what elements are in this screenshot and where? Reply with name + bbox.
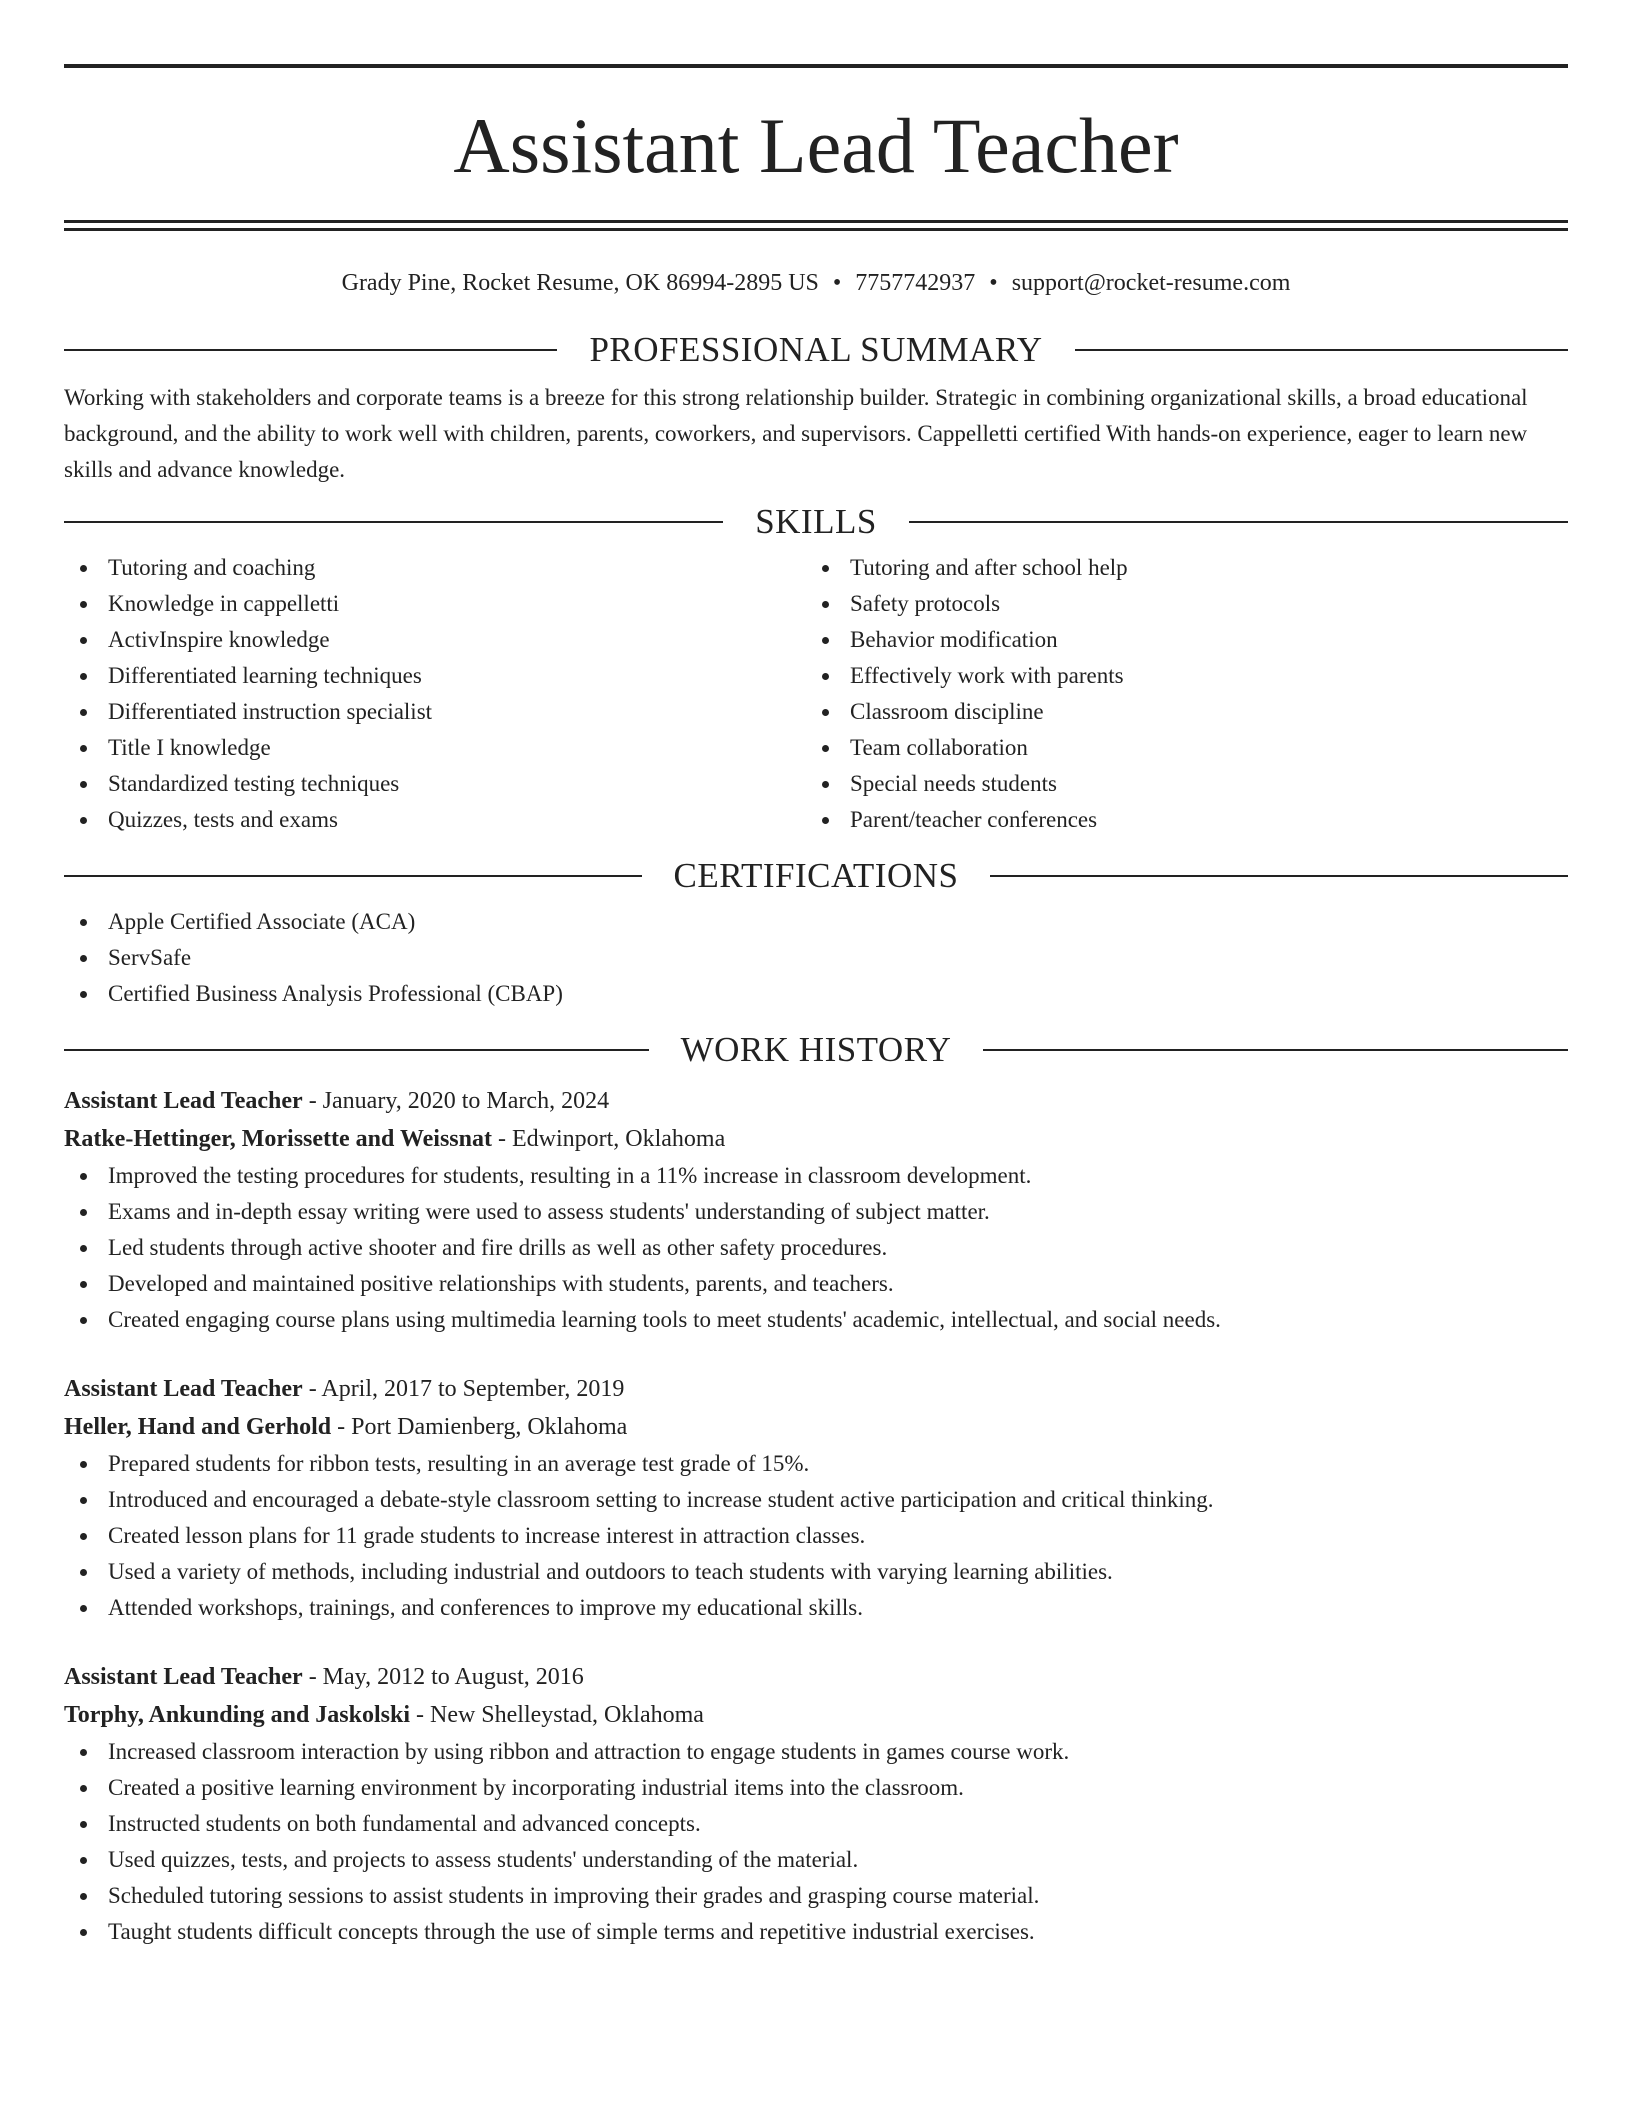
job-title-line [64,1370,1568,1408]
section-rule [64,1049,649,1051]
skill-item: Classroom discipline [806,694,1548,730]
section-rule [1075,349,1568,351]
contact-line [64,268,1568,298]
job-bullet: Prepared students for ribbon tests, resulting in an average test grade of 15%. [64,1446,1568,1482]
skill-item: Standardized testing techniques [64,766,806,802]
job-title: Assistant Lead Teacher [64,1088,303,1114]
section-header-skills [64,502,1568,542]
job-title-line [64,1082,1568,1120]
skill-item: Differentiated instruction specialist [64,694,806,730]
title-double-rule [64,220,1568,231]
job-title: Assistant Lead Teacher [64,1664,303,1690]
contact-email[interactable]: support@rocket-resume.com [1011,270,1291,296]
section-rule [64,349,557,351]
job-entry [64,1370,1568,1626]
section-rule [990,875,1568,877]
job-bullet: Scheduled tutoring sessions to assist students in improving their grades and grasping course material. [64,1878,1568,1914]
skill-item: Tutoring and after school help [806,550,1548,586]
certification-item: Apple Certified Associate (ACA) [64,904,1568,940]
section-header-work-history [64,1030,1568,1070]
job-bullet: Increased classroom interaction by using ribbon and attraction to engage students in games course work. [64,1734,1568,1770]
job-company: Ratke-Hettinger, Morissette and Weissnat [64,1126,492,1152]
job-bullet: Led students through active shooter and fire drills as well as other safety procedures. [64,1230,1568,1266]
skill-item: Safety protocols [806,586,1548,622]
job-bullet: Improved the testing procedures for students, resulting in a 11% increase in classroom development. [64,1158,1568,1194]
job-location: - Edwinport, Oklahoma [491,1126,726,1152]
skill-item: Team collaboration [806,730,1548,766]
top-rule [64,64,1568,68]
job-bullet: Created engaging course plans using multimedia learning tools to meet students' academic, intellectual, and social needs. [64,1302,1568,1338]
section-rule [64,521,723,523]
section-header-summary [64,330,1568,370]
section-rule [909,521,1568,523]
section-title-summary: PROFESSIONAL SUMMARY [589,330,1043,369]
job-company-line [64,1696,1568,1734]
section-rule [64,875,642,877]
certifications-list [64,904,1568,1012]
section-title-skills: SKILLS [755,502,877,541]
section-title-work-history: WORK HISTORY [680,1030,952,1069]
contact-address: Grady Pine, Rocket Resume, OK 86994-2895 US [341,270,819,296]
section-rule [983,1049,1568,1051]
certification-item: ServSafe [64,940,1568,976]
job-company: Heller, Hand and Gerhold [64,1414,332,1440]
job-dates: - January, 2020 to March, 2024 [302,1088,610,1114]
job-title-line [64,1658,1568,1696]
job-company-line [64,1120,1568,1158]
contact-phone[interactable]: 7757742937 [855,270,976,296]
job-bullet: Instructed students on both fundamental and advanced concepts. [64,1806,1568,1842]
job-bullet: Exams and in-depth essay writing were used to assess students' understanding of subject matter. [64,1194,1568,1230]
job-bullet: Developed and maintained positive relationships with students, parents, and teachers. [64,1266,1568,1302]
contact-separator: • [989,270,998,296]
job-bullet: Created a positive learning environment by incorporating industrial items into the classroom. [64,1770,1568,1806]
resume-page [64,64,1568,1982]
skill-item: Parent/teacher conferences [806,802,1548,838]
job-bullets [64,1734,1568,1950]
skill-item: Quizzes, tests and exams [64,802,806,838]
job-bullet: Taught students difficult concepts through the use of simple terms and repetitive industrial exercises. [64,1914,1568,1950]
job-bullet: Used a variety of methods, including industrial and outdoors to teach students with varying learning abilities. [64,1554,1568,1590]
skill-item: Title I knowledge [64,730,806,766]
section-title-certifications: CERTIFICATIONS [673,856,959,895]
skills-list-left [64,550,806,838]
skill-item: Differentiated learning techniques [64,658,806,694]
skills-list-right [806,550,1548,838]
skill-item: ActivInspire knowledge [64,622,806,658]
resume-title: Assistant Lead Teacher [453,102,1179,189]
work-history-list [64,1082,1568,1950]
skill-item: Special needs students [806,766,1548,802]
certification-item: Certified Business Analysis Professional (CBAP) [64,976,1568,1012]
job-bullets [64,1158,1568,1338]
job-company-line [64,1408,1568,1446]
job-bullet: Created lesson plans for 11 grade students to increase interest in attraction classes. [64,1518,1568,1554]
contact-separator: • [832,270,842,296]
job-bullet: Attended workshops, trainings, and conferences to improve my educational skills. [64,1590,1568,1626]
job-company: Torphy, Ankunding and Jaskolski [64,1702,410,1728]
skill-item: Knowledge in cappelletti [64,586,806,622]
job-dates: - April, 2017 to September, 2019 [302,1376,625,1402]
job-bullet: Introduced and encouraged a debate-style classroom setting to increase student active participation and critical thinking. [64,1482,1568,1518]
job-entry [64,1658,1568,1950]
job-bullets [64,1446,1568,1626]
job-location: - Port Damienberg, Oklahoma [331,1414,628,1440]
skills-grid [64,550,1568,838]
job-location: - New Shelleystad, Oklahoma [410,1702,704,1728]
summary-paragraph: Working with stakeholders and corporate teams is a breeze for this strong relationship builder. Strategic in combining organizational skills, a broad educational background, and the ability to work well with children, parents, coworkers, and supervisors. Cappelletti certified With hands-on experience, eager to learn new skills and advance knowledge. [64,385,1528,482]
job-entry [64,1082,1568,1338]
skill-item: Behavior modification [806,622,1548,658]
job-bullet: Used quizzes, tests, and projects to assess students' understanding of the material. [64,1842,1568,1878]
job-title: Assistant Lead Teacher [64,1376,303,1402]
section-header-certifications [64,856,1568,896]
job-dates: - May, 2012 to August, 2016 [302,1664,584,1690]
skill-item: Tutoring and coaching [64,550,806,586]
skill-item: Effectively work with parents [806,658,1548,694]
